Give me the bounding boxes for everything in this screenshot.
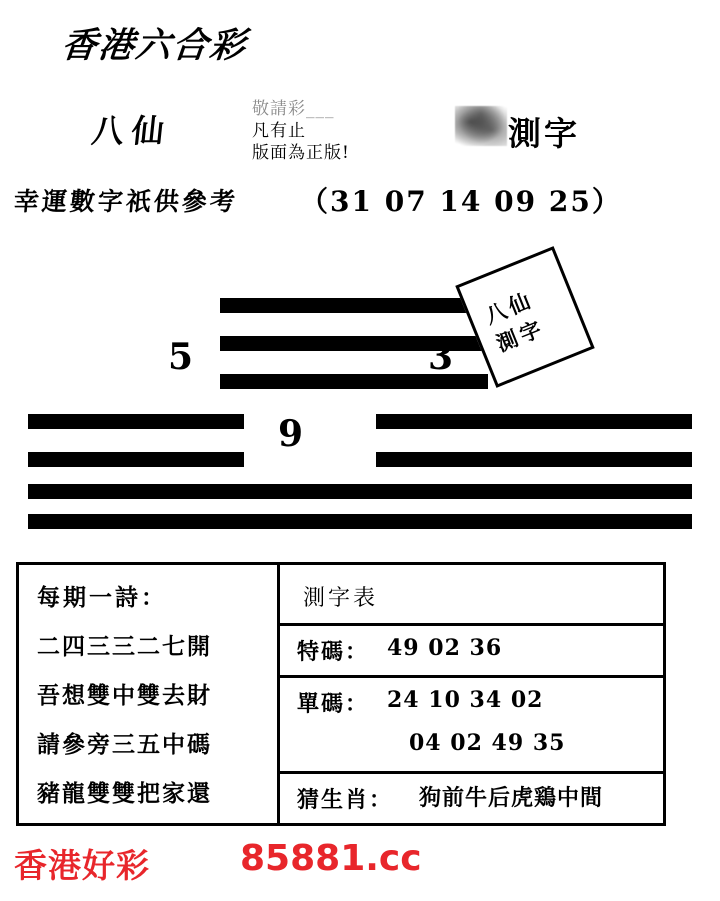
notice-block [252, 98, 350, 164]
extra-code-values: 04 02 49 35 [409, 730, 566, 756]
hexagram-bar-5-right [376, 452, 692, 467]
poem-line-1: 二四三三二七開 [37, 633, 212, 660]
hexagram-diagram [28, 288, 692, 524]
lucky-numbers: （31 07 14 09 25） [300, 185, 622, 218]
single-code-values: 24 10 34 02 [387, 687, 544, 713]
special-code-label: 特碼： [297, 639, 370, 665]
cezi-table-title: 測字表 [303, 586, 379, 611]
hexagram-number-right: 3 [428, 336, 454, 378]
seal-line-1: 八仙 [481, 286, 538, 329]
hexagram-number-center: 9 [278, 413, 304, 455]
table-row-divider-3 [277, 771, 666, 774]
hexagram-number-left: 5 [168, 336, 194, 378]
hexagram-bar-5-left [28, 452, 244, 467]
hexagram-bar-1 [220, 298, 488, 313]
hexagram-bar-7 [28, 514, 692, 529]
poem-line-2: 吾想雙中雙去財 [37, 682, 212, 709]
hexagram-bar-6 [28, 484, 692, 499]
page-title: 香港六合彩 [59, 25, 249, 66]
hexagram-bar-4-right [376, 414, 692, 429]
single-code-label: 單碼： [297, 691, 370, 717]
footer-url[interactable]: 85881.cc [240, 838, 422, 879]
seal-line-2: 測字 [492, 314, 549, 357]
table-row-divider-1 [277, 623, 666, 626]
subtitle-baxian: 八仙 [89, 112, 174, 150]
poem-title: 每期一詩： [37, 584, 167, 611]
table-row-divider-2 [277, 675, 666, 678]
notice-line-3: 版面為正版! [252, 143, 350, 163]
table-vertical-divider [277, 565, 280, 823]
poem-line-3: 請參旁三五中碼 [37, 731, 212, 758]
info-table [16, 562, 666, 826]
special-code-values: 49 02 36 [387, 635, 503, 661]
footer-brand: 香港好彩 [14, 846, 150, 885]
zodiac-guess-label: 猜生肖： [297, 787, 394, 813]
notice-line-2: 凡有止 [252, 121, 306, 141]
zodiac-guess-values: 狗前牛后虎鶏中間 [419, 785, 604, 811]
lucky-number-label: 幸運數字祇供參考 [12, 187, 240, 216]
notice-line-1: 敬請彩___ [252, 99, 335, 119]
hexagram-bar-4-left [28, 414, 244, 429]
poem-line-4: 豬龍雙雙把家還 [37, 780, 212, 807]
ink-smudge-icon [455, 106, 507, 146]
stamp-text: 測字 [508, 114, 580, 153]
